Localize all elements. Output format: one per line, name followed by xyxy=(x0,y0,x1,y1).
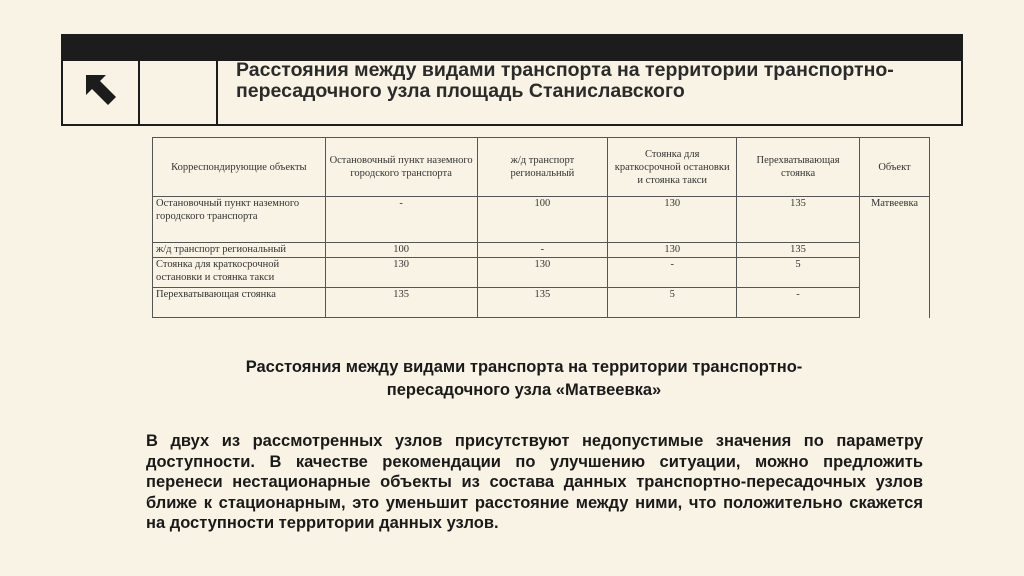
column-header: Объект xyxy=(860,138,930,197)
table-cell: - xyxy=(325,197,477,243)
row-label: Перехватывающая стоянка xyxy=(153,288,326,318)
table-cell: 135 xyxy=(325,288,477,318)
table-cell: 135 xyxy=(737,243,860,258)
table-cell: - xyxy=(477,243,608,258)
table-cell: 5 xyxy=(737,258,860,288)
column-header: Корреспондирующие объекты xyxy=(153,138,326,197)
table-header-row xyxy=(153,138,930,197)
table-cell: 130 xyxy=(325,258,477,288)
column-header: Перехватывающая стоянка xyxy=(737,138,860,197)
table-caption: Расстояния между видами транспорта на территории транспортно-пересадочного узла «Матвеевка» xyxy=(245,358,803,399)
header-icon-cell xyxy=(63,61,140,124)
distance-table xyxy=(152,137,930,318)
header-empty-cell xyxy=(140,61,218,124)
object-name-cell: Матвеевка xyxy=(860,197,930,318)
table-row xyxy=(153,258,930,288)
table-row xyxy=(153,197,930,243)
row-label: Стоянка для краткосрочной остановки и стоянка такси xyxy=(153,258,326,288)
conclusion-paragraph: В двух из рассмотренных узлов присутствуют недопустимые значения по параметру доступности. В качестве рекомендации по улучшению ситуации, можно предложить перенеси нестационарные объекты из состава данных транспортно-пересадочных узлов ближе к стационарным, это уменьшит расстояние между ними, что положительно скажется на доступности территории данных узлов. xyxy=(146,432,923,532)
column-header: ж/д транспорт региональный xyxy=(477,138,608,197)
column-header: Стоянка для краткосрочной остановки и стоянка такси xyxy=(608,138,737,197)
table-cell: 135 xyxy=(737,197,860,243)
table-cell: 100 xyxy=(325,243,477,258)
table-cell: 135 xyxy=(477,288,608,318)
column-header: Остановочный пункт наземного городского транспорта xyxy=(325,138,477,197)
table-cell: 130 xyxy=(608,243,737,258)
page-title: Расстояния между видами транспорта на территории транспортно-пересадочного узла площадь Станиславского xyxy=(236,59,894,102)
row-label: Остановочный пункт наземного городского транспорта xyxy=(153,197,326,243)
table-cell: 130 xyxy=(608,197,737,243)
table-cell: - xyxy=(608,258,737,288)
table-cell: 100 xyxy=(477,197,608,243)
header-row xyxy=(61,61,963,126)
table-cell: 130 xyxy=(477,258,608,288)
header-bar xyxy=(61,34,963,61)
arrow-up-left-icon xyxy=(84,73,118,112)
table-row xyxy=(153,288,930,318)
table-cell: - xyxy=(737,288,860,318)
table-cell: 5 xyxy=(608,288,737,318)
row-label: ж/д транспорт региональный xyxy=(153,243,326,258)
table-row xyxy=(153,243,930,258)
